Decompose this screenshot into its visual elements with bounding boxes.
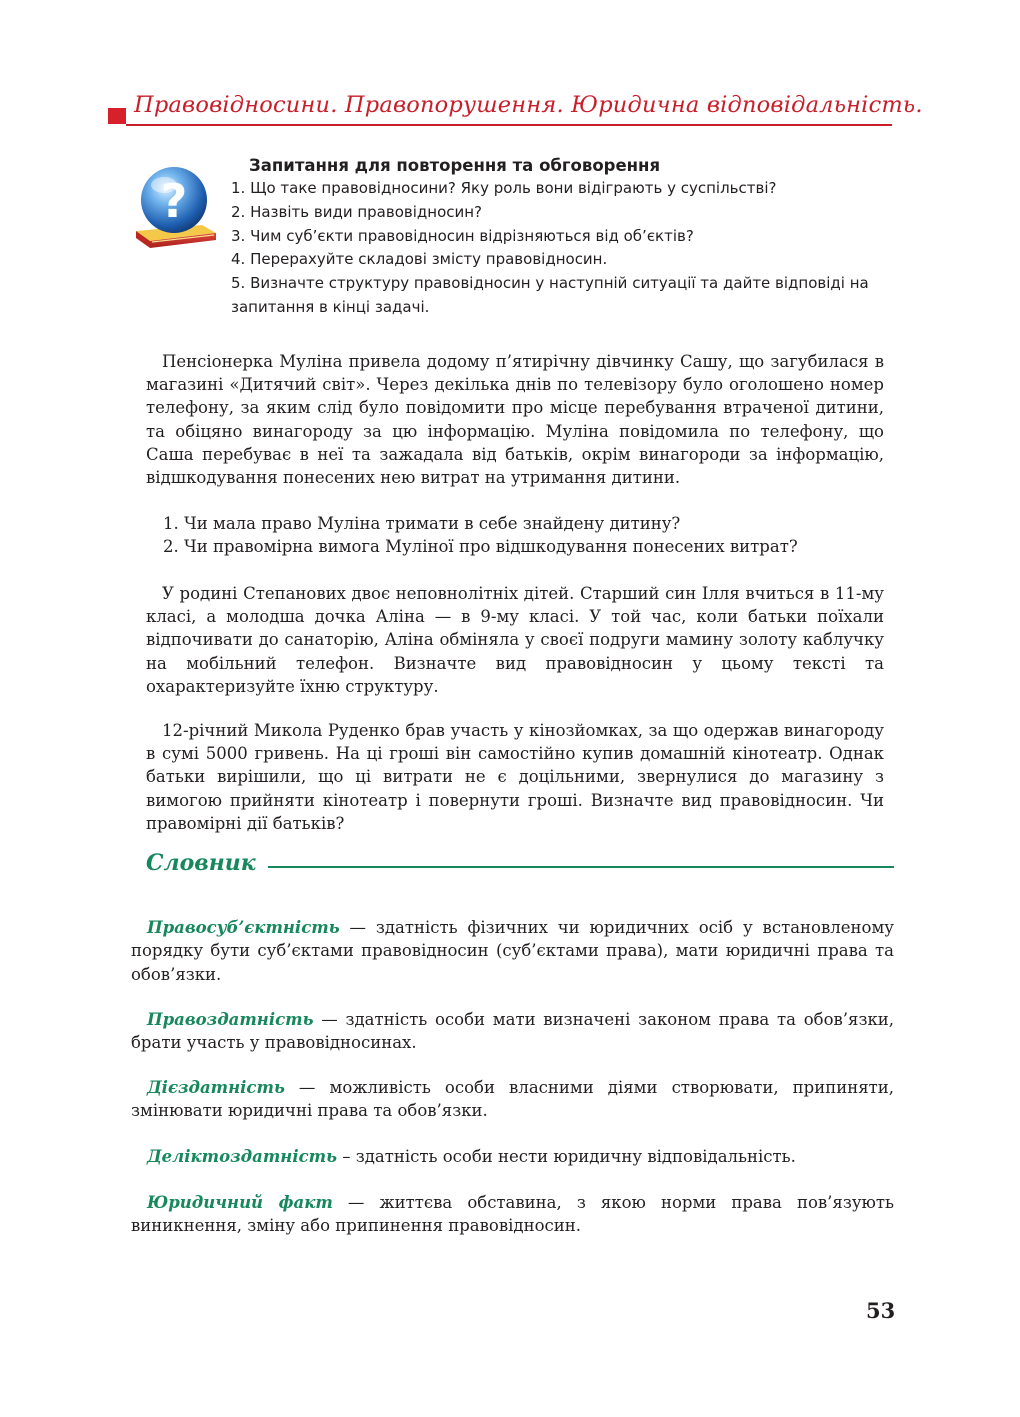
- glossary-entry: [131, 1145, 894, 1168]
- glossary-rule: [268, 866, 894, 868]
- page-number: 53: [866, 1298, 896, 1323]
- question-book-icon: [132, 165, 218, 249]
- glossary-definition: – здатність особи нести юридичну відповідальність.: [336, 1147, 796, 1166]
- glossary-term: Правосуб’єктність: [147, 918, 340, 937]
- glossary-term: Дієздатність: [147, 1078, 285, 1097]
- glossary-entry: [131, 1191, 894, 1238]
- case-paragraph-2: У родині Степанових двоє неповнолітніх дітей. Старший син Ілля вчиться в 11-му класі, а молодша дочка Аліна — в 9-му класі. У той час, коли батьки поїхали відпочивати до санаторію, Аліна обміняла у своєї подруги мамину золоту каблучку на мобільний телефон. Визначте вид правовідносин у цьому тексті та охарактеризуйте їхню структуру.: [146, 584, 884, 696]
- question-item: 2. Назвіть види правовідносин?: [231, 202, 483, 221]
- case-task-2: 2. Чи правомірна вимога Муліної про відшкодування понесених витрат?: [163, 537, 798, 556]
- glossary-entry: [131, 1076, 894, 1123]
- review-questions: [231, 155, 901, 320]
- glossary-entry: [131, 916, 894, 986]
- glossary-term: Юридичний факт: [147, 1193, 333, 1212]
- header-rule: [126, 124, 892, 126]
- header-marker: [108, 108, 126, 124]
- chapter-title: Правовідносини. Правопорушення. Юридична відповідальність.: [134, 92, 923, 118]
- question-item: 5. Визначте структуру правовідносин у наступній ситуації та дайте відповіді на запитання в кінці задачі.: [231, 274, 869, 316]
- glossary-definition: — життєва обставина, з якою норми права пов’язують виникнення, зміну або припинення правовідносин.: [131, 1193, 895, 1236]
- glossary-term: Правоздатність: [147, 1010, 314, 1029]
- question-item: 3. Чим суб’єкти правовідносин відрізняються від об’єктів?: [231, 226, 694, 245]
- glossary-entry: [131, 1008, 894, 1055]
- glossary-definition: — здатність особи мати визначені законом права та обов’язки, брати участь у правовідносинах.: [131, 1010, 894, 1053]
- case-paragraph-1: Пенсіонерка Муліна привела додому п’ятирічну дівчинку Сашу, що загубилася в магазині «Дитячий світ». Через декілька днів по телевізору було оголошено номер телефону, за яким слід було повідомити про місце перебування втраченої дитини, та обіцяно винагороду за цю інформацію. Муліна повідомила по телефону, що Саша перебуває в неї та зажадала від батьків, окрім винагороди за інформацію, відшкодування понесених нею витрат на утримання дитини.: [146, 352, 884, 488]
- svg-text:?: ?: [160, 174, 188, 228]
- case-task-1: 1. Чи мала право Муліна тримати в себе знайдену дитину?: [163, 514, 681, 533]
- glossary-term: Деліктоздатність: [147, 1147, 337, 1166]
- glossary-title: Словник: [146, 850, 256, 876]
- questions-heading: Запитання для повторення та обговорення: [249, 156, 661, 175]
- case-paragraph-3: 12-річний Микола Руденко брав участь у кінозйомках, за що одержав винагороду в сумі 5000 гривень. На ці гроші він самостійно купив домашній кінотеатр. Однак батьки вирішили, що ці витрати не є доцільними, звернулися до магазину з вимогою прийняти кінотеатр і повернути гроші. Визначте вид правовідносин. Чи правомірні дії батьків?: [146, 721, 884, 833]
- question-item: 4. Перерахуйте складові змісту правовідносин.: [231, 250, 608, 269]
- glossary-definition: — здатність фізичних чи юридичних осіб у встановленому порядку бути суб’єктами правовідносин (суб’єктами права), мати юридичні права та обов’язки.: [131, 918, 894, 984]
- glossary-definition: — можливість особи власними діями створювати, припиняти, змінювати юридичні права та обов’язки.: [131, 1078, 894, 1121]
- question-item: 1. Що таке правовідносини? Яку роль вони відіграють у суспільстві?: [231, 179, 777, 197]
